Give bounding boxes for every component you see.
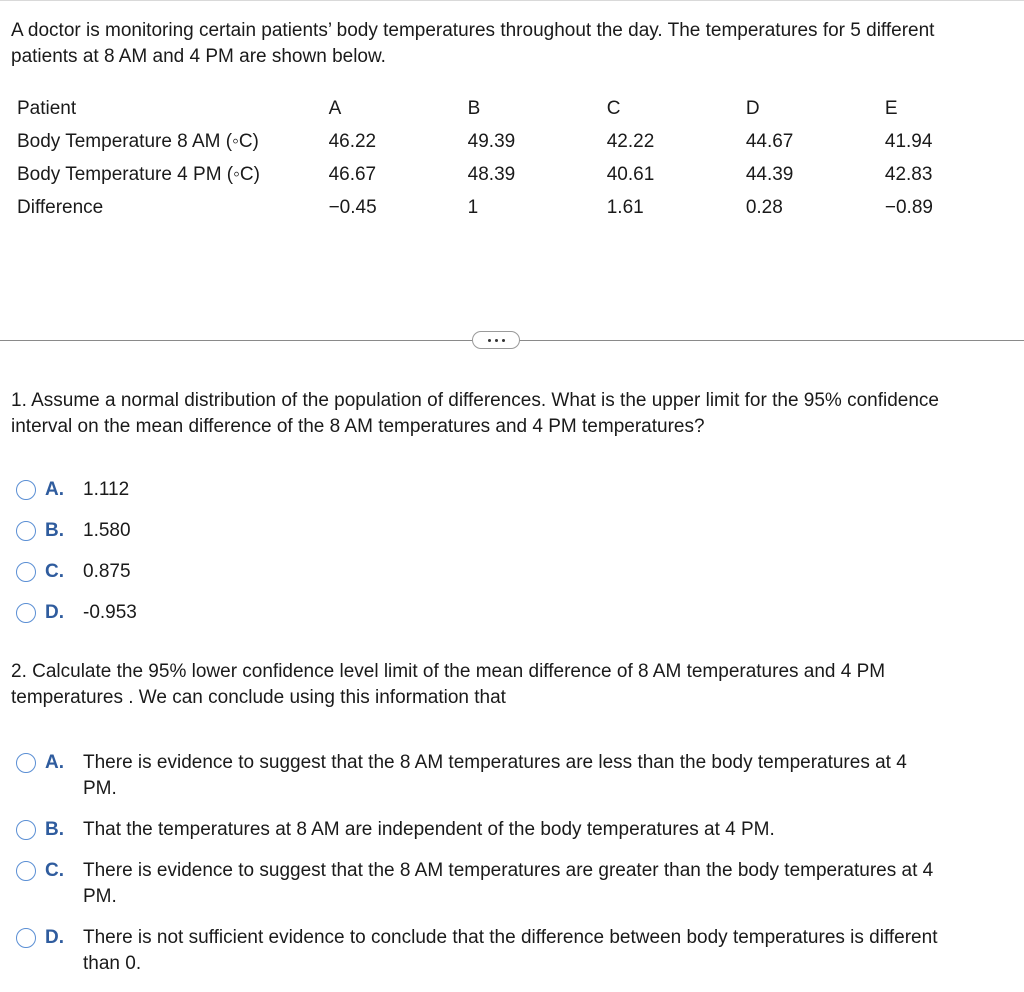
- table-cell: 48.39: [467, 163, 516, 185]
- expand-more-button[interactable]: [472, 331, 520, 349]
- table-header-cell: A: [328, 97, 342, 119]
- table-cell: 40.61: [606, 163, 655, 185]
- option-text: 1.112: [83, 479, 130, 500]
- q1-option-c[interactable]: [16, 559, 1006, 585]
- q2-option-c[interactable]: [16, 858, 1006, 910]
- option-letter: B.: [45, 520, 64, 541]
- table-cell: 46.22: [328, 130, 377, 152]
- table-cell: 42.83: [884, 163, 933, 185]
- ellipsis-icon: [502, 339, 505, 342]
- question-2-options: [16, 750, 1006, 992]
- q2-option-b[interactable]: [16, 817, 1006, 843]
- radio-button[interactable]: [16, 480, 36, 500]
- question-1-text: 1. Assume a normal distribution of the population of differences. What is the upper limit for the 95% confidence interval on the mean difference of the 8 AM temperatures and 4 PM temperatures?: [11, 390, 940, 437]
- table-cell: 0.28: [745, 196, 783, 218]
- radio-button[interactable]: [16, 753, 36, 773]
- table-cell: 1.61: [606, 196, 644, 218]
- option-letter: A.: [45, 752, 64, 773]
- table-row: [17, 158, 1024, 191]
- option-text: That the temperatures at 8 AM are independent of the body temperatures at 4 PM.: [83, 819, 775, 840]
- q1-option-a[interactable]: [16, 477, 1006, 503]
- table-cell: 42.22: [606, 130, 655, 152]
- table-header-cell: B: [467, 97, 481, 119]
- table-cell: 44.67: [745, 130, 794, 152]
- table-row-label: Body Temperature 8 AM (◦C): [17, 130, 259, 152]
- table-row-label: Body Temperature 4 PM (◦C): [17, 163, 260, 185]
- table-cell: 46.67: [328, 163, 377, 185]
- q2-option-a[interactable]: [16, 750, 1006, 802]
- option-letter: C.: [45, 860, 64, 881]
- table-header-cell: C: [606, 97, 621, 119]
- option-text: There is evidence to suggest that the 8 AM temperatures are less than the body temperatures at 4 PM.: [83, 752, 907, 799]
- table-header-row: [17, 92, 1024, 125]
- radio-button[interactable]: [16, 603, 36, 623]
- q1-option-d[interactable]: [16, 600, 1006, 626]
- table-cell: −0.45: [328, 196, 377, 218]
- table-header-cell: D: [745, 97, 760, 119]
- q2-option-d[interactable]: [16, 925, 1006, 977]
- table-row-label: Difference: [17, 196, 104, 218]
- table-cell: 1: [467, 196, 479, 218]
- option-letter: C.: [45, 561, 64, 582]
- option-letter: B.: [45, 819, 64, 840]
- table-cell: −0.89: [884, 196, 933, 218]
- table-header-cell: E: [884, 97, 898, 119]
- radio-button[interactable]: [16, 928, 36, 948]
- table-header-label: Patient: [17, 97, 77, 119]
- radio-button[interactable]: [16, 562, 36, 582]
- problem-intro: A doctor is monitoring certain patients’ body temperatures throughout the day. The temperatures for 5 different patients at 8 AM and 4 PM are shown below.: [11, 20, 935, 67]
- radio-button[interactable]: [16, 861, 36, 881]
- option-text: 1.580: [83, 520, 131, 541]
- option-text: There is not sufficient evidence to conclude that the difference between body temperatures is different than 0.: [83, 927, 938, 974]
- question-1-options: [16, 477, 1006, 641]
- table-cell: 41.94: [884, 130, 933, 152]
- ellipsis-icon: [488, 339, 491, 342]
- radio-button[interactable]: [16, 521, 36, 541]
- option-text: 0.875: [83, 561, 131, 582]
- ellipsis-icon: [495, 339, 498, 342]
- radio-button[interactable]: [16, 820, 36, 840]
- option-letter: D.: [45, 602, 64, 623]
- table-cell: 44.39: [745, 163, 794, 185]
- top-rule: [0, 0, 1024, 1]
- question-2-text: 2. Calculate the 95% lower confidence level limit of the mean difference of 8 AM temperatures and 4 PM temperatures . We can conclude using this information that: [11, 661, 886, 708]
- table-row: [17, 125, 1024, 158]
- q1-option-b[interactable]: [16, 518, 1006, 544]
- option-letter: A.: [45, 479, 64, 500]
- option-text: -0.953: [83, 602, 137, 623]
- temperature-table: [17, 92, 1024, 224]
- option-letter: D.: [45, 927, 64, 948]
- table-cell: 49.39: [467, 130, 516, 152]
- option-text: There is evidence to suggest that the 8 AM temperatures are greater than the body temperatures at 4 PM.: [83, 860, 934, 907]
- table-row: [17, 191, 1024, 224]
